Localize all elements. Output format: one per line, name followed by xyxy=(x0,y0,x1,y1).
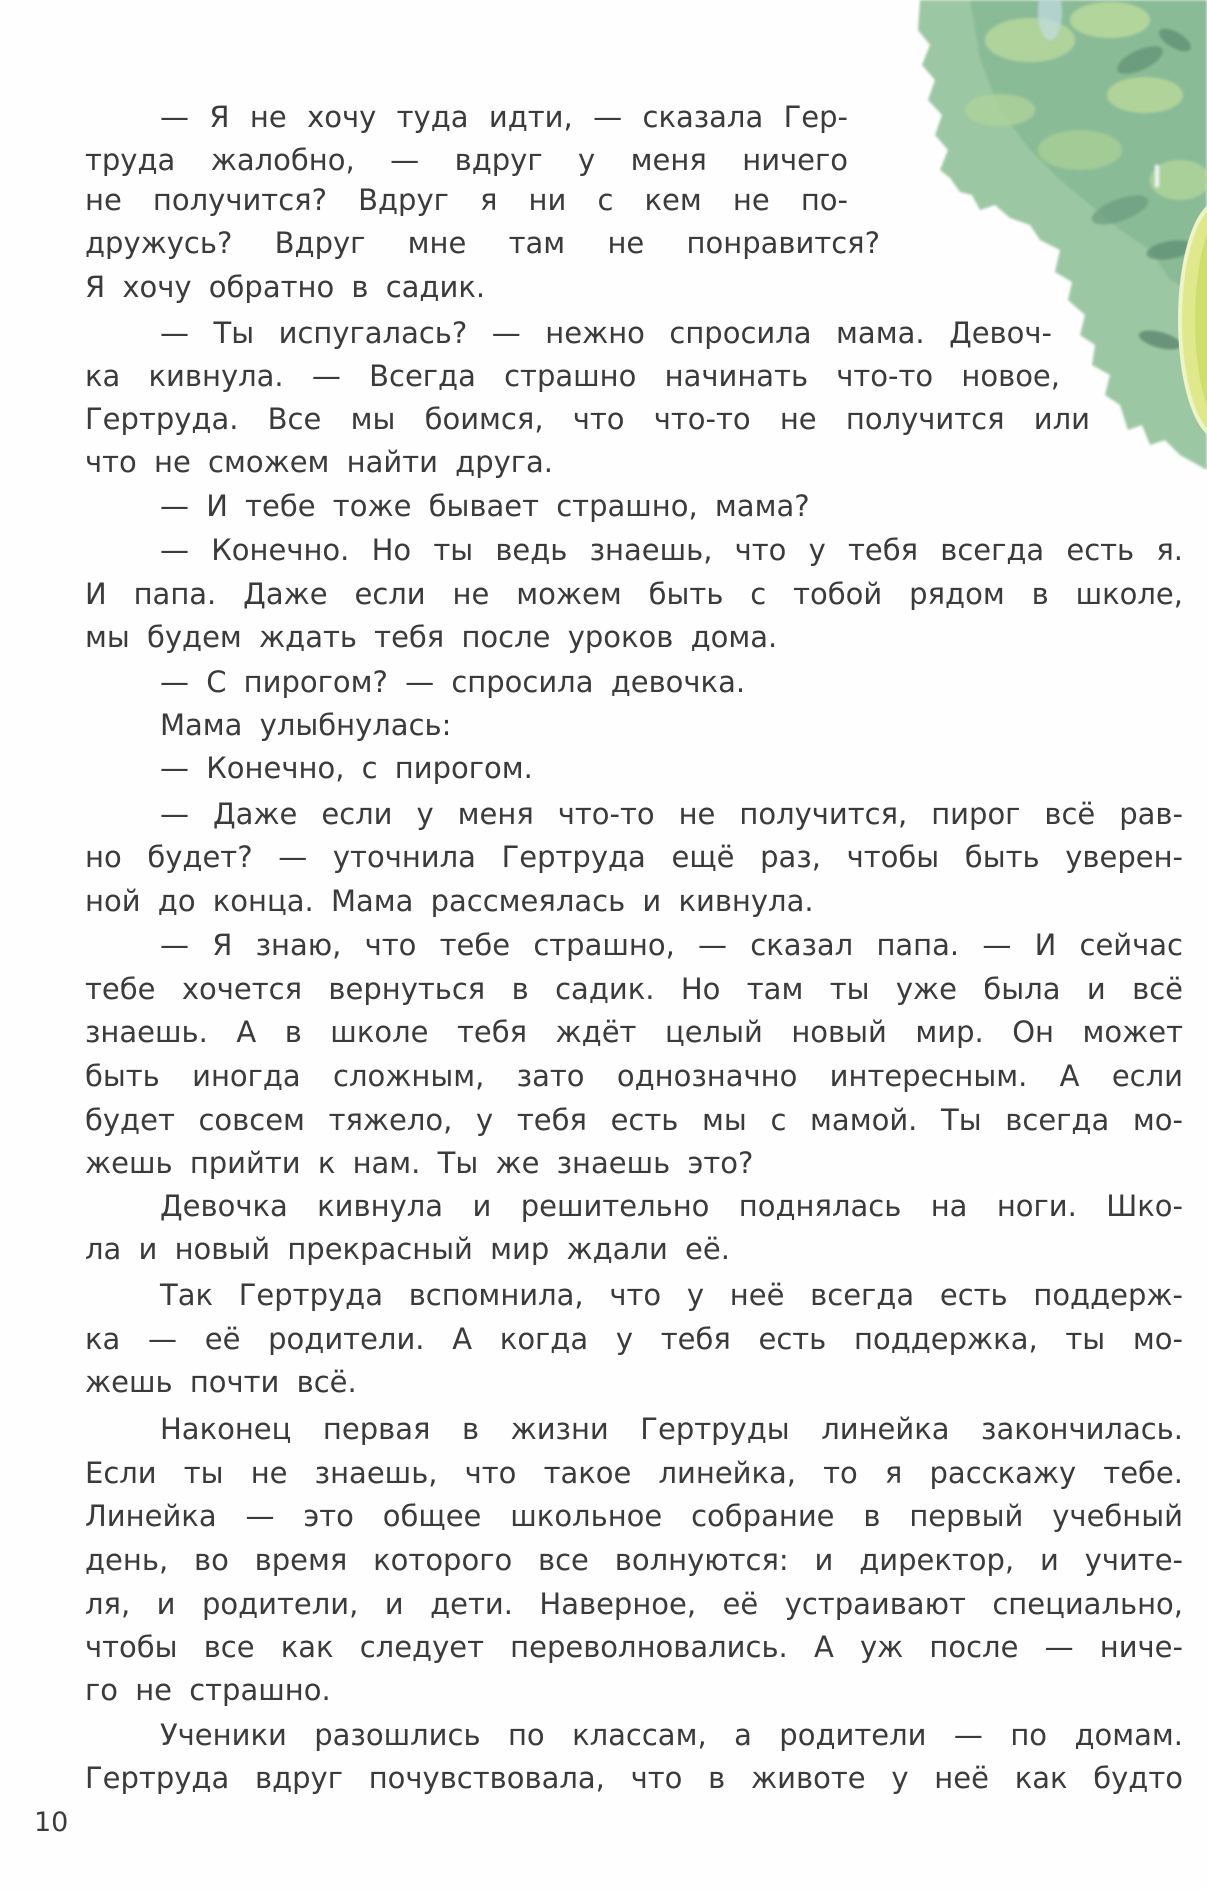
text-line: но будет? — уточнила Гертруда ещё раз, чтобы быть уверен- xyxy=(85,840,1183,874)
text-line: Линейка — это общее школьное собрание в первый учебный xyxy=(85,1499,1183,1533)
text-line: — Ты испугалась? — нежно спросила мама. Девоч- xyxy=(160,316,1052,350)
text-line: Ученики разошлись по классам, а родители — по домам. xyxy=(160,1718,1183,1752)
text-line: Я хочу обратно в садик. xyxy=(85,270,486,304)
text-line: — Конечно, с пирогом. xyxy=(160,751,533,785)
page-number: 10 xyxy=(34,1807,69,1838)
text-line: го не страшно. xyxy=(85,1673,331,1707)
text-line: быть иногда сложным, зато однозначно интересным. А если xyxy=(85,1059,1183,1093)
text-line: ной до конца. Мама рассмеялась и кивнула. xyxy=(85,884,814,918)
text-line: ка кивнула. — Всегда страшно начинать что-то новое, xyxy=(85,359,1060,393)
text-line: — С пирогом? — спросила девочка. xyxy=(160,665,746,699)
text-line: — Даже если у меня что-то не получится, пирог всё рав- xyxy=(160,797,1183,831)
text-line: — Я знаю, что тебе страшно, — сказал папа. — И сейчас xyxy=(160,928,1183,962)
text-line: день, во время которого все волнуются: и директор, и учите- xyxy=(85,1543,1183,1577)
text-line: И папа. Даже если не можем быть с тобой рядом в школе, xyxy=(85,577,1183,611)
text-line: труда жалобно, — вдруг у меня ничего xyxy=(85,143,848,177)
text-line: ка — её родители. А когда у тебя есть поддержка, ты мо- xyxy=(85,1322,1183,1356)
text-line: не получится? Вдруг я ни с кем не по- xyxy=(85,183,848,217)
text-line: Мама улыбнулась: xyxy=(160,708,452,742)
text-line: Так Гертруда вспомнила, что у неё всегда есть поддерж- xyxy=(160,1278,1183,1312)
text-line: чтобы все как следует переволновались. А уж после — ниче- xyxy=(85,1630,1183,1664)
text-line: Гертруда вдруг почувствовала, что в животе у неё как будто xyxy=(85,1761,1183,1795)
text-line: будет совсем тяжело, у тебя есть мы с мамой. Ты всегда мо- xyxy=(85,1103,1183,1137)
text-line: дружусь? Вдруг мне там не понравится? xyxy=(85,226,880,260)
text-line: знаешь. А в школе тебя ждёт целый новый мир. Он может xyxy=(85,1015,1183,1049)
text-line: Гертруда. Все мы боимся, что что-то не получится или xyxy=(85,402,1090,436)
text-line: что не сможем найти друга. xyxy=(85,445,554,479)
text-line: — Конечно. Но ты ведь знаешь, что у тебя всегда есть я. xyxy=(160,533,1183,567)
text-line: Наконец первая в жизни Гертруды линейка закончилась. xyxy=(160,1412,1183,1446)
text-line: Девочка кивнула и решительно поднялась на ноги. Шко- xyxy=(160,1189,1183,1223)
text-line: ла и новый прекрасный мир ждали её. xyxy=(85,1232,730,1266)
text-line: ля, и родители, и дети. Наверное, её устраивают специально, xyxy=(85,1587,1183,1621)
text-line: — И тебе тоже бывает страшно, мама? xyxy=(160,489,810,523)
text-line: — Я не хочу туда идти, — сказала Гер- xyxy=(160,100,848,134)
text-line: жешь почти всё. xyxy=(85,1365,357,1399)
text-line: мы будем ждать тебя после уроков дома. xyxy=(85,620,778,654)
text-line: жешь прийти к нам. Ты же знаешь это? xyxy=(85,1146,754,1180)
text-line: Если ты не знаешь, что такое линейка, то я расскажу тебе. xyxy=(85,1456,1183,1490)
text-line: тебе хочется вернуться в садик. Но там ты уже была и всё xyxy=(85,972,1183,1006)
